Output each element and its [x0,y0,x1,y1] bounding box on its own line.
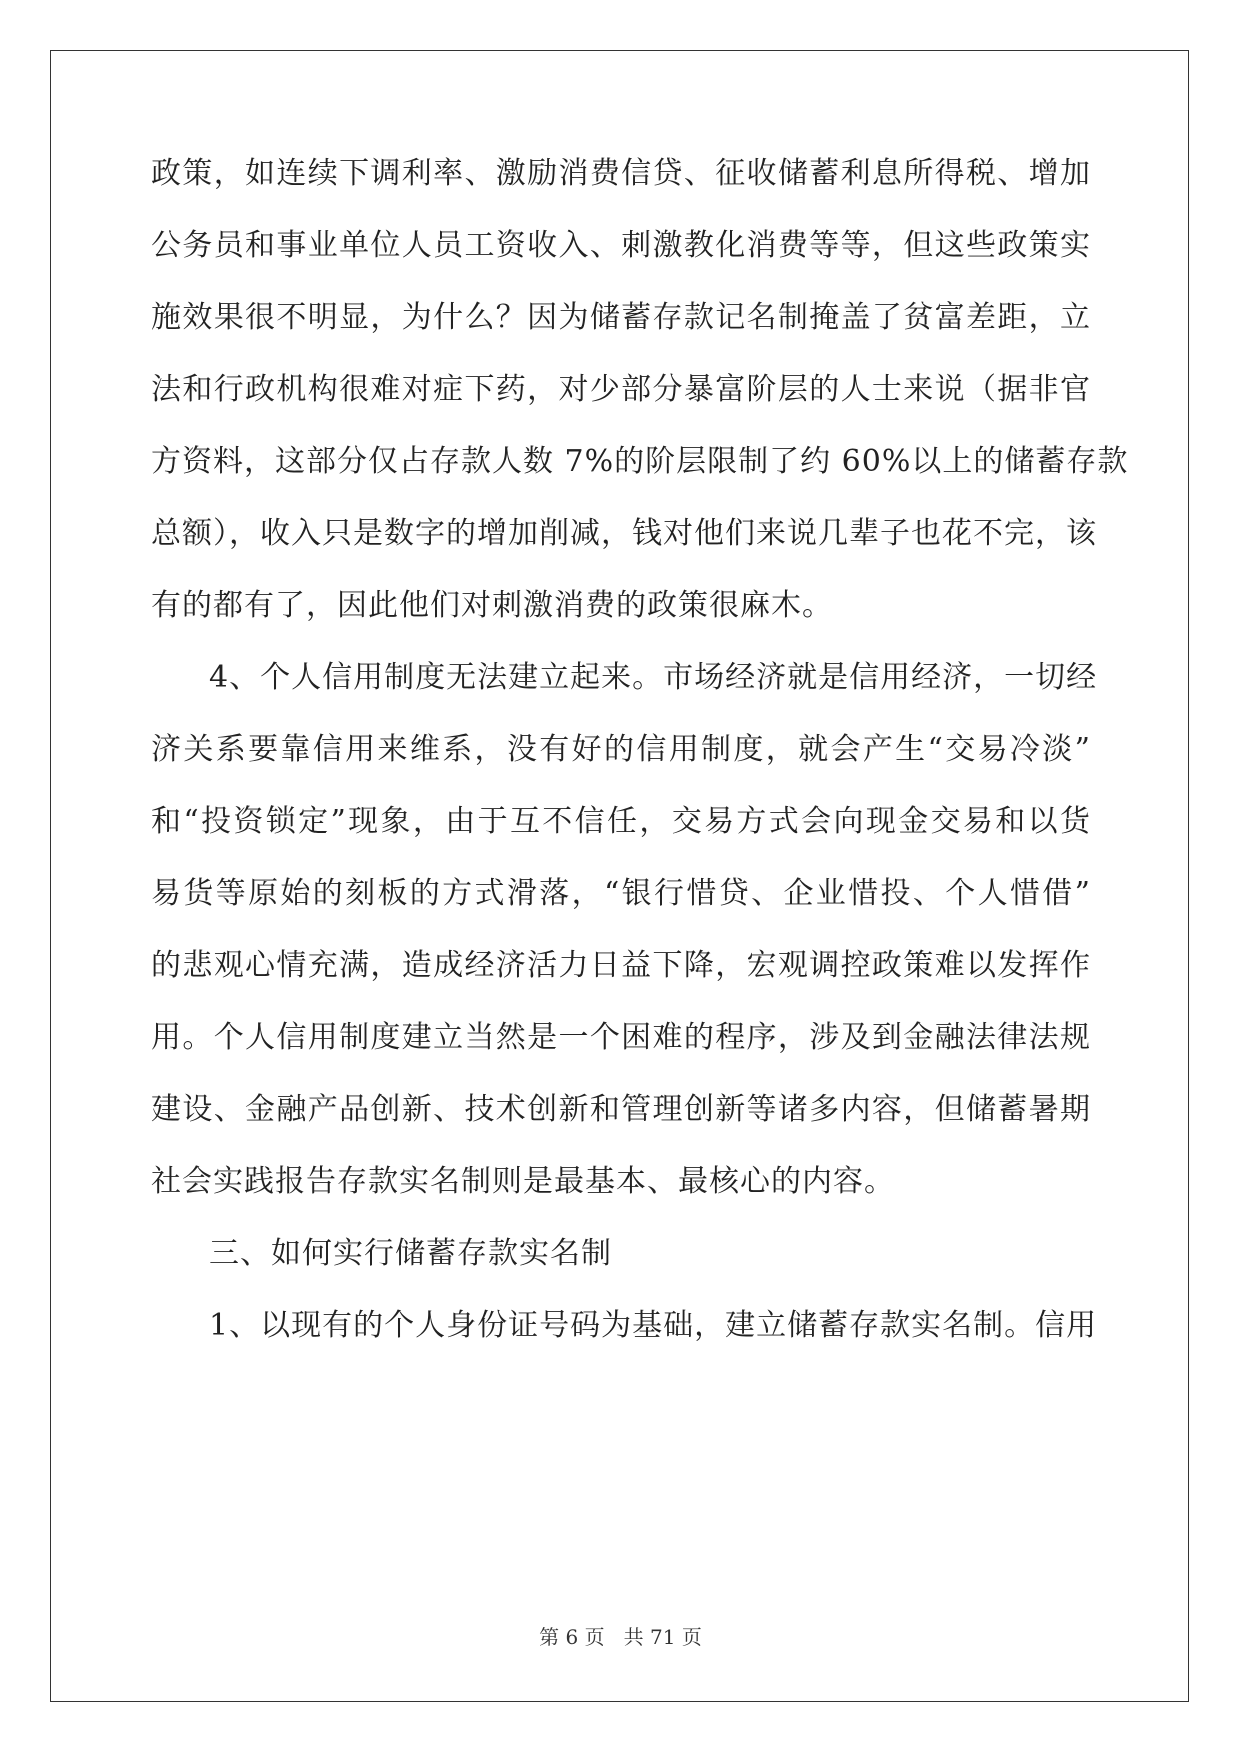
text-line: 方资料，这部分仅占存款人数 7%的阶层限制了约 60%以上的储蓄存款 [151,444,1129,479]
text-line: 和“投资锁定”现象，由于互不信任，交易方式会向现金交易和以货 [151,804,1091,839]
text-line: 易货等原始的刻板的方式滑落，“银行惜贷、企业惜投、个人惜借” [151,876,1091,911]
text-line: 总额），收入只是数字的增加削减，钱对他们来说几辈子也花不完，该 [151,516,1097,551]
text-line: 济关系要靠信用来维系，没有好的信用制度，就会产生“交易冷淡” [151,732,1091,767]
page-number: 第 6 页 [539,1625,605,1649]
text-line: 建设、金融产品创新、技术创新和管理创新等诸多内容，但储蓄暑期 [151,1092,1091,1127]
paragraph-start-line: 4、个人信用制度无法建立起来。市场经济就是信用经济，一切经 [209,660,1098,695]
section-heading: 三、如何实行储蓄存款实名制 [209,1236,612,1271]
text-line: 社会实践报告存款实名制则是最基本、最核心的内容。 [151,1164,895,1199]
text-line: 公务员和事业单位人员工资收入、刺激教化消费等等，但这些政策实 [151,228,1091,263]
text-line: 施效果很不明显，为什么？因为储蓄存款记名制掩盖了贫富差距，立 [151,300,1091,335]
text-line: 政策，如连续下调利率、激励消费信贷、征收储蓄利息所得税、增加 [151,156,1091,191]
paragraph-start-line: 1、以现有的个人身份证号码为基础，建立储蓄存款实名制。信用 [209,1308,1098,1343]
text-line: 用。个人信用制度建立当然是一个困难的程序，涉及到金融法律法规 [151,1020,1091,1055]
text-line: 有的都有了，因此他们对刺激消费的政策很麻木。 [151,588,833,623]
page-footer [0,1624,1241,1650]
text-line: 法和行政机构很难对症下药，对少部分暴富阶层的人士来说（据非官 [151,372,1091,407]
text-line: 的悲观心情充满，造成经济活力日益下降，宏观调控政策难以发挥作 [151,948,1091,983]
page-total: 共 71 页 [623,1625,702,1649]
